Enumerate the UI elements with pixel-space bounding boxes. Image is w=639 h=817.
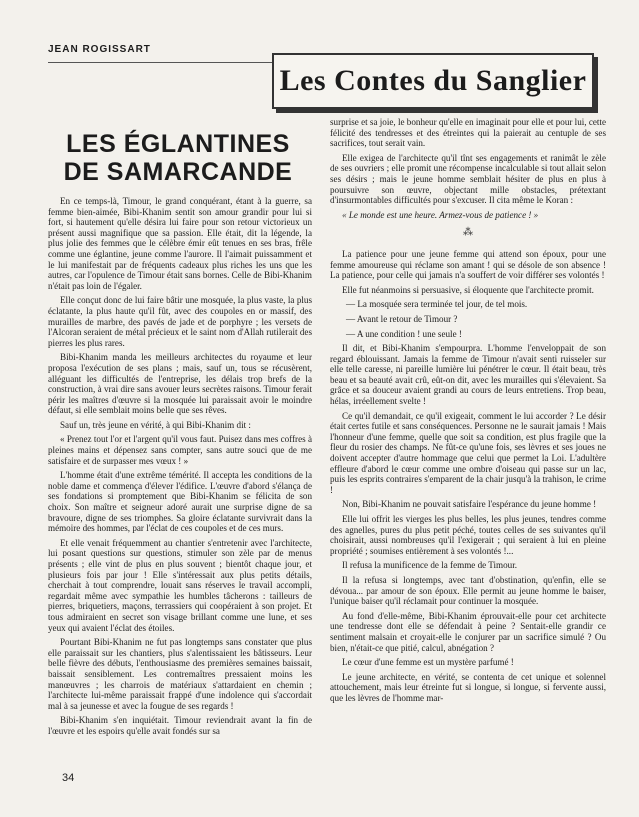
paragraph: Elle lui offrit les vierges les plus belles, les plus jeunes, tendres comme des agnelles, pures du plus petit péché, toutes celles de ses suivantes qu'il choisirait, aussi nombreuses qu'il l'exigerait ; qui seraient à lui en pleine propriété ; soumises entièrement à ses volontés !... xyxy=(330,514,606,556)
paragraph: « Prenez tout l'or et l'argent qu'il vous faut. Puisez dans mes coffres à pleines mains et dépensez sans compter, sans autre souci que de me satisfaire et de surpasser mes vœux ! » xyxy=(48,434,312,466)
dialogue-line: — Avant le retour de Timour ? xyxy=(346,313,458,324)
paragraph: En ce temps-là, Timour, le grand conquérant, étant à la guerre, sa femme bien-aimée, Bibi-Khanim sentit son amour grandir pour lui si fort, si hautement qu'elle désira lui faire pour son retour victorieux un présent aussi magnifique que sa passion. Elle était, dit la légende, la plus jolie des femmes que le célèbre émir eût tenues en ses bras, frêle comme une églantine, jeune comme l'aurore. Il l'aimait puissamment et le lui manifestait par de fréquents cadeaux plus riches les uns que les autres, car l'opulence de Timour était sans bornes. Celle de Bibi-Khanim n'était pas loin de l'égaler. xyxy=(48,196,312,291)
paragraph: Pourtant Bibi-Khanim ne fut pas longtemps sans constater que plus elle paraissait sur les chantiers, plus s'alentissaient les bâtisseurs. Leur belle fièvre des débuts, l'enthousiasme des premières semaines baissait, baissait sensiblement. Les contremaîtres pressaient moins les manœuvres ; les charrois de matériaux s'attardaient en chemin ; l'architecte lui-même paraissait frappé d'une indolence qui s'accordait mal à sa jeunesse et avec la fougue de ses regards ! xyxy=(48,637,312,711)
paragraph: Ce qu'il demandait, ce qu'il exigeait, comment le lui accorder ? Le désir était certes futile et sans conséquences. Personne ne le saurait jamais ! Mais l'honneur d'une femme, quelle que soit sa condition, est plus fragile que la fleur du rosier des champs. Ne fût-ce qu'une fois, ses lèvres et ses joues ne doivent accepter d'autre hommage que celui que permet la Loi. L'adultère effleure d'abord le cœur comme une ombre d'oiseau qui passe sur un lac, puis les esprits contraires s'emparent de la chair jusqu'à la trahison, le crime ! xyxy=(330,410,606,495)
paragraph: L'homme était d'une extrême témérité. Il accepta les conditions de la noble dame et commença d'élever l'édifice. L'œuvre d'abord s'élança de ses fondations si promptement que Bibi-Khanim se félicita de son choix. Son maître et seigneur adoré aurait une surprise digne de sa bravoure, digne de ses triomphes. Sa gloire éclatante survivrait dans la mémoire des hommes, par l'éclat de ces coupoles et de ces murs. xyxy=(48,470,312,534)
article-title-line-2: DE SAMARCANDE xyxy=(63,158,293,186)
paragraph: Non, Bibi-Khanim ne pouvait satisfaire l'espérance du jeune homme ! xyxy=(342,499,597,510)
paragraph: Elle conçut donc de lui faire bâtir une mosquée, la plus vaste, la plus éclatante, la plus haute qu'il fût, avec des coupoles en or massif, des murailles de marbre, des pavés de jade et de porphyre ; les versets de l'Alcoran seraient de métal précieux et le saint nom d'Allah rutilerait des pierres les plus rares. xyxy=(48,295,312,348)
right-column xyxy=(330,117,606,708)
paragraph: Il la refusa si longtemps, avec tant d'obstination, qu'enfin, elle se dévoua... par amour de son époux. Elle permit au jeune homme le baiser, l'unique baiser qu'il réclamait pour continuer la mosquée. xyxy=(330,574,606,607)
author-name: JEAN ROGISSART xyxy=(48,44,151,55)
paragraph: Bibi-Khanim s'en inquiétait. Timour reviendrait avant la fin de l'œuvre et les espoirs qu'elle avait fondés sur sa xyxy=(48,715,312,736)
dialogue-line: — La mosquée sera terminée tel jour, de tel mois. xyxy=(346,299,528,310)
article-title xyxy=(48,130,308,186)
paragraph: Il refusa la munificence de la femme de Timour. xyxy=(342,560,518,571)
paragraph: surprise et sa joie, le bonheur qu'elle en imaginait pour elle et pour lui, cette félicité des tendresses et des étreintes qui la paierait au centuple de ses sacrifices, tout serait vain. xyxy=(330,117,606,149)
page-number: 34 xyxy=(62,772,75,784)
paragraph: Bibi-Khanim manda les meilleurs architectes du royaume et leur proposa l'exécution de ses plans ; mais, sauf un, tous se récusèrent, alléguant les difficultés de l'entreprise, les délais trop brefs de la construction, à vrai dire sans avouer leurs secrètes raisons. Timour ferait périr les maîtres d'œuvre si la mosquée lui paraissait avoir le moindre défaut, si elle semblait moins belle que ses rêves. xyxy=(48,352,312,416)
article-title-line-1: LES ÉGLANTINES xyxy=(66,130,290,158)
dialogue xyxy=(330,299,606,339)
paragraph: Au fond d'elle-même, Bibi-Khanim éprouvait-elle pour cet architecte une tendresse dont elle se défendait à peine ? Sentait-elle grandir ce sentiment malsain et croyait-elle le conjurer par un sacrifice simulé ? Ou bien, n'était-ce que pitié, calcul, abnégation ? xyxy=(330,610,606,653)
paragraph: Et elle venait fréquemment au chantier s'entretenir avec l'architecte, lui posant questions sur questions, stimuler son zèle par de menus présents ; elle vint de plus en plus souvent ; bientôt chaque jour, et plusieurs fois par jour ! Elle s'intéressait aux plus petits détails, cherchait à tout comprendre, louait sans réserves le travail accompli, regardait même avec sympathie les humbles tâcherons : tailleurs de pierres, briquetiers, maçons, terrassiers qui coopéraient à son projet. Et tous admiraient en secret son visage brillant comme une lune, et ses yeux qui avaient l'éclat des étoiles. xyxy=(48,537,312,633)
dialogue-line: — A une condition ! une seule ! xyxy=(346,328,462,339)
paragraph: Le jeune architecte, en vérité, se contenta de cet unique et solennel attouchement, mais leur étreinte fut si longue, si longue, si fervente aussi, que les lèvres de l'homme mar- xyxy=(330,671,606,703)
paragraph: Sauf un, très jeune en vérité, à qui Bibi-Khanim dit : xyxy=(60,419,251,430)
paragraph: La patience pour une jeune femme qui attend son époux, pour une femme amoureuse qui réclame son amant ! qui se désole de son absence ! La patience, pour celle qui jamais n'a souffert de voir différer ses volontés ! xyxy=(330,248,606,281)
series-title: Les Contes du Sanglier xyxy=(279,64,587,97)
paragraph: Elle exigea de l'architecte qu'il tînt ses engagements et ranimât le zèle de ses ouvriers ; elle promit une récompense incalculable si tout allait selon ses désirs ; mais le jeune homme semblait hésiter de plus en plus à poursuivre son œuvre, objectant mille obstacles, prétextant d'insurmontables difficultés pour s'excuser. Il cita même le Koran : xyxy=(330,152,606,206)
left-column xyxy=(48,196,312,741)
paragraph: Le cœur d'une femme est un mystère parfumé ! xyxy=(342,657,514,668)
header-rule xyxy=(48,62,272,63)
paragraph: Elle fut néanmoins si persuasive, si éloquente que l'architecte promit. xyxy=(342,284,594,295)
koran-quote: « Le monde est une heure. Armez-vous de patience ! » xyxy=(342,209,539,220)
paragraph: Il dit, et Bibi-Khanim s'empourpra. L'homme l'enveloppait de son regard éblouissant. Jamais la femme de Timour n'avait senti ruisseler sur elle telle caresse, ni pareille lumière lui pénétrer le cœur. Il était beau, très beau et sa beauté avait crû, eût-on dit, avec les murailles qui s'élevaient. Sa grâce et sa douceur avaient grandi au cours de leurs entretiens. Trop beau, hélas, irréellement svelte ! xyxy=(330,343,606,407)
section-separator: ⁂ xyxy=(463,227,473,239)
series-masthead xyxy=(272,53,594,109)
